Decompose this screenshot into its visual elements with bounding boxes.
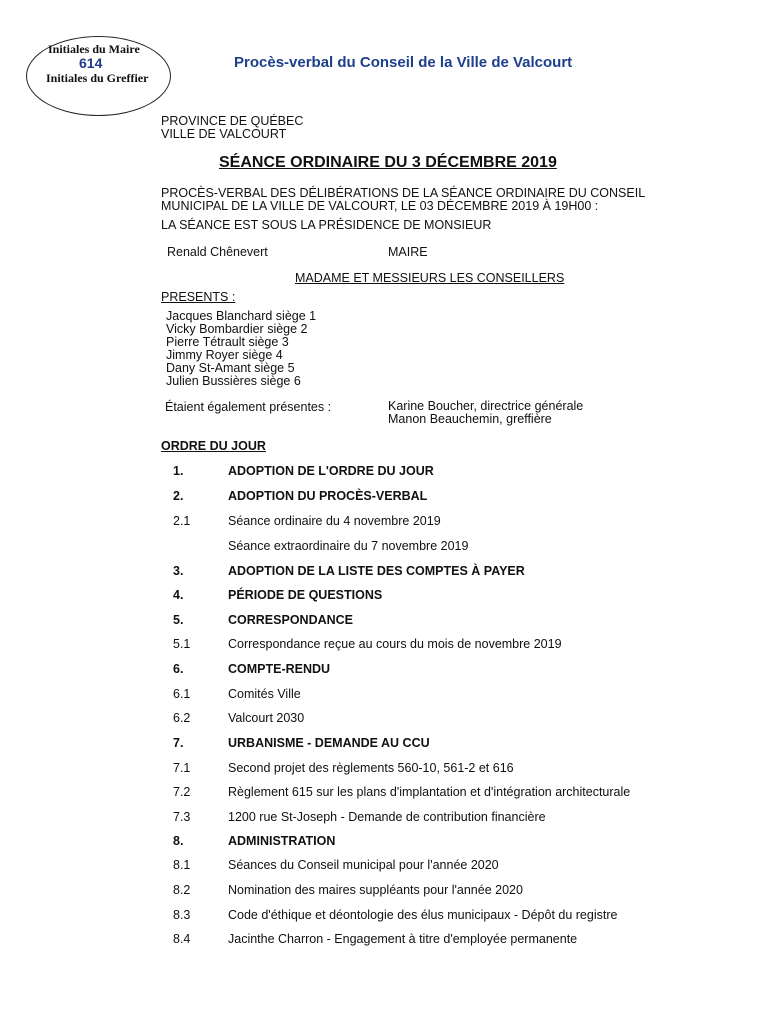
agenda-item bbox=[0, 932, 770, 948]
agenda-item-text: Second projet des règlements 560-10, 561-2 et 616 bbox=[228, 761, 514, 775]
agenda-item bbox=[0, 637, 770, 653]
councillor-item: Julien Bussières siège 6 bbox=[166, 374, 301, 388]
agenda-item-text: ADOPTION DE LA LISTE DES COMPTES À PAYER bbox=[228, 564, 525, 578]
mayor-role: MAIRE bbox=[388, 245, 428, 259]
agenda-item bbox=[0, 662, 770, 678]
mayor-name: Renald Chênevert bbox=[167, 245, 268, 259]
agenda-heading: ORDRE DU JOUR bbox=[161, 439, 266, 453]
agenda-item-text: Séance extraordinaire du 7 novembre 2019 bbox=[228, 539, 469, 553]
agenda-item-number: 7. bbox=[173, 736, 184, 750]
agenda-item-text: CORRESPONDANCE bbox=[228, 613, 354, 627]
agenda-item bbox=[0, 687, 770, 703]
intro-line-1: PROCÈS-VERBAL DES DÉLIBÉRATIONS DE LA SÉANCE ORDINAIRE DU CONSEIL bbox=[161, 186, 646, 200]
agenda-item-number: 8.2 bbox=[173, 883, 191, 897]
presents-label: PRESENTS : bbox=[161, 290, 236, 304]
agenda-item-text: COMPTE-RENDU bbox=[228, 662, 331, 676]
agenda-item bbox=[0, 834, 770, 850]
agenda-item bbox=[0, 539, 770, 555]
stamp-page-number: 614 bbox=[79, 55, 103, 71]
agenda-item-text: ADOPTION DU PROCÈS-VERBAL bbox=[228, 489, 428, 503]
location-block bbox=[161, 115, 303, 141]
agenda-item bbox=[0, 613, 770, 629]
presidency-line: LA SÉANCE EST SOUS LA PRÉSIDENCE DE MONSIEUR bbox=[161, 218, 492, 232]
agenda-item-text: PÉRIODE DE QUESTIONS bbox=[228, 588, 383, 602]
agenda-item bbox=[0, 489, 770, 505]
agenda-item-number: 8.4 bbox=[173, 932, 191, 946]
agenda-item-number: 8.3 bbox=[173, 908, 191, 922]
agenda-item-text: Règlement 615 sur les plans d'implantation et d'intégration architecturale bbox=[228, 785, 631, 799]
agenda-item bbox=[0, 810, 770, 826]
agenda-item-number: 6.1 bbox=[173, 687, 191, 701]
agenda-item bbox=[0, 736, 770, 752]
agenda-item-number: 8.1 bbox=[173, 858, 191, 872]
councillor-item: Dany St-Amant siège 5 bbox=[166, 361, 295, 375]
initials-stamp bbox=[26, 36, 171, 116]
agenda-item-number: 6. bbox=[173, 662, 184, 676]
agenda-item-number: 2.1 bbox=[173, 514, 191, 528]
agenda-item-text: Séances du Conseil municipal pour l'année 2020 bbox=[228, 858, 499, 872]
province-line: PROVINCE DE QUÉBEC bbox=[161, 114, 304, 128]
agenda-item bbox=[0, 588, 770, 604]
agenda-item-number: 2. bbox=[173, 489, 184, 503]
agenda-item-number: 6.2 bbox=[173, 711, 191, 725]
agenda-item-number: 7.1 bbox=[173, 761, 191, 775]
agenda-item bbox=[0, 908, 770, 924]
councillor-item: Jimmy Royer siège 4 bbox=[166, 348, 283, 362]
agenda-item bbox=[0, 464, 770, 480]
councillors-heading: MADAME ET MESSIEURS LES CONSEILLERS bbox=[295, 271, 565, 285]
agenda-item-text: Jacinthe Charron - Engagement à titre d'employée permanente bbox=[228, 932, 578, 946]
also-present-list bbox=[388, 400, 583, 426]
agenda-item bbox=[0, 711, 770, 727]
agenda-item bbox=[0, 761, 770, 777]
agenda-item-number: 3. bbox=[173, 564, 184, 578]
also-present-person: Karine Boucher, directrice générale bbox=[388, 399, 584, 413]
also-present-label: Étaient également présentes : bbox=[165, 400, 332, 414]
agenda-item-number: 5. bbox=[173, 613, 184, 627]
agenda-item bbox=[0, 858, 770, 874]
agenda-item-number: 8. bbox=[173, 834, 184, 848]
agenda-item-text: Séance ordinaire du 4 novembre 2019 bbox=[228, 514, 441, 528]
agenda-item-number: 5.1 bbox=[173, 637, 191, 651]
agenda-item bbox=[0, 883, 770, 899]
agenda-item-text: Nomination des maires suppléants pour l'année 2020 bbox=[228, 883, 523, 897]
councillor-item: Jacques Blanchard siège 1 bbox=[166, 309, 317, 323]
councillor-item: Pierre Tétrault siège 3 bbox=[166, 335, 289, 349]
stamp-mayor-initials-label: Initiales du Maire bbox=[48, 42, 140, 56]
councillors-list bbox=[166, 310, 316, 388]
agenda-item-number: 7.2 bbox=[173, 785, 191, 799]
agenda-item-text: Correspondance reçue au cours du mois de novembre 2019 bbox=[228, 637, 562, 651]
agenda-item-text: ADOPTION DE L'ORDRE DU JOUR bbox=[228, 464, 434, 478]
agenda-item bbox=[0, 514, 770, 530]
agenda-item-text: Code d'éthique et déontologie des élus municipaux - Dépôt du registre bbox=[228, 908, 618, 922]
councillor-item: Vicky Bombardier siège 2 bbox=[166, 322, 308, 336]
city-line: VILLE DE VALCOURT bbox=[161, 127, 287, 141]
document-header-title: Procès-verbal du Conseil de la Ville de Valcourt bbox=[234, 54, 573, 71]
page-title: SÉANCE ORDINAIRE DU 3 DÉCEMBRE 2019 bbox=[219, 154, 557, 171]
agenda-item-text: Comités Ville bbox=[228, 687, 301, 701]
agenda-item-number: 4. bbox=[173, 588, 184, 602]
intro-line-2: MUNICIPAL DE LA VILLE DE VALCOURT, LE 03 DÉCEMBRE 2019 À 19H00 : bbox=[161, 199, 599, 213]
agenda-item bbox=[0, 564, 770, 580]
agenda-item-text: Valcourt 2030 bbox=[228, 711, 305, 725]
agenda-item-number: 7.3 bbox=[173, 810, 191, 824]
intro-block bbox=[161, 187, 645, 213]
agenda-item-number: 1. bbox=[173, 464, 184, 478]
stamp-clerk-initials-label: Initiales du Greffier bbox=[46, 71, 149, 85]
agenda-item-text: 1200 rue St-Joseph - Demande de contribution financière bbox=[228, 810, 546, 824]
also-present-person: Manon Beauchemin, greffière bbox=[388, 412, 552, 426]
agenda-item-text: URBANISME - DEMANDE AU CCU bbox=[228, 736, 430, 750]
agenda-item bbox=[0, 785, 770, 801]
agenda-item-text: ADMINISTRATION bbox=[228, 834, 336, 848]
